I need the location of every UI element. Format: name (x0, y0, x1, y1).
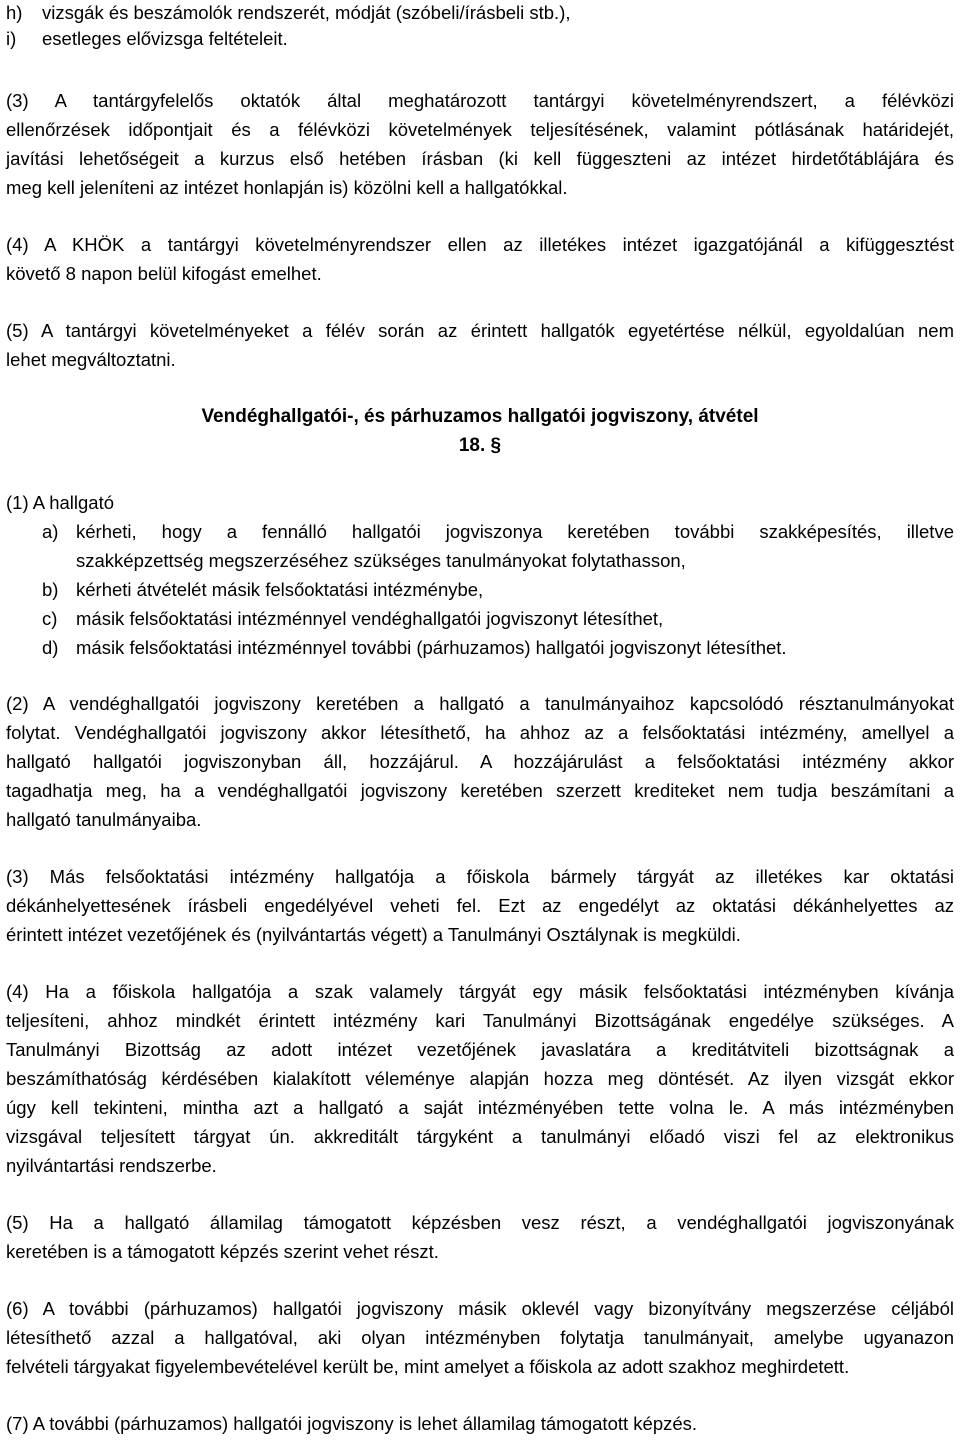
list-item-c: másik felsőoktatási intézménnyel vendéghallgatói jogviszonyt létesíthet, (76, 608, 664, 629)
list-label-d: d) (42, 637, 59, 658)
section-4-line: (4) Ha a főiskola hallgatója a szak valamely tárgyát egy másik felsőoktatási intézményben kívánja (6, 981, 954, 1002)
paragraph-4-line: követő 8 napon belül kifogást emelhet. (6, 263, 322, 284)
list-label-h: h) (6, 2, 23, 23)
list-item-i: esetleges elővizsga feltételeit. (42, 28, 288, 49)
list-item-h: vizsgák és beszámolók rendszerét, módját (szóbeli/írásbeli stb.), (42, 2, 571, 23)
section-4-line: beszámíthatóság kérdésében kialakított véleménye alapján hozza meg döntését. Az ilyen vizsgát ekkor (6, 1068, 954, 1089)
paragraph-3-line: ellenőrzések időpontjait és a félévközi követelmények teljesítésének, valamint pótlásának határidejét, (6, 119, 954, 140)
section-2-line: (2) A vendéghallgatói jogviszony keretében a hallgató a tanulmányaihoz kapcsolódó résztanulmányokat (6, 693, 954, 714)
list-item-a-line: kérheti, hogy a fennálló hallgatói jogviszonya keretében további szakképesítés, illetve (76, 521, 954, 542)
section-6-line: létesíthető azzal a hallgatóval, aki olyan intézményben folytatja tanulmányait, amelybe ugyanazon (6, 1327, 954, 1348)
paragraph-3-line: javítási lehetőségeit a kurzus első hetében írásban (ki kell függeszteni az intézet hirdetőtáblájára és (6, 148, 954, 169)
paragraph-4-line: (4) A KHÖK a tantárgyi követelményrendszer ellen az illetékes intézet igazgatójánál a kifüggesztést (6, 234, 954, 255)
section-2-line: folytat. Vendéghallgatói jogviszony akkor létesíthető, ha ahhoz az a felsőoktatási intézmény, amellyel a (6, 722, 954, 743)
section-5-line: keretében is a támogatott képzés szerint vehet részt. (6, 1241, 439, 1262)
section-2-line: hallgató hallgatói jogviszonyban áll, hozzájárul. A hozzájárulást a felsőoktatási intézmény akkor (6, 751, 954, 772)
paragraph-3-line: meg kell jeleníteni az intézet honlapján is) közölni kell a hallgatókkal. (6, 177, 568, 198)
section-4-line: nyilvántartási rendszerbe. (6, 1155, 217, 1176)
section-2-line: hallgató tanulmányaiba. (6, 809, 202, 830)
list-item-a-line: szakképzettség megszerzéséhez szükséges tanulmányokat folytathasson, (76, 550, 686, 571)
section-3-line: (3) Más felsőoktatási intézmény hallgatója a főiskola bármely tárgyát az illetékes kar oktatási (6, 866, 954, 887)
section-number: 18. § (458, 435, 502, 456)
list-label-a: a) (42, 521, 59, 542)
section-4-line: Tanulmányi Bizottság az adott intézet vezetőjének javaslatára a kreditátviteli bizottságnak a (6, 1039, 954, 1060)
section-title: Vendéghallgatói-, és párhuzamos hallgatói jogviszony, átvétel (201, 406, 759, 427)
list-label-b: b) (42, 579, 59, 600)
section-6-line: felvételi tárgyakat figyelembevételével került be, mint amelyet a főiskola az adott szakhoz meghirdetett. (6, 1356, 850, 1377)
list-label-i: i) (6, 28, 17, 49)
section-7-line: (7) A további (párhuzamos) hallgatói jogviszony is lehet államilag támogatott képzés. (6, 1413, 698, 1434)
section-4-line: úgy kell tekinteni, mintha azt a hallgató a saját intézményében tette volna le. A más intézményben (6, 1097, 954, 1118)
section-1-intro: (1) A hallgató (6, 492, 114, 513)
section-3-line: érintett intézet vezetőjének és (nyilvántartás végett) a Tanulmányi Osztálynak is megküldi. (6, 924, 741, 945)
section-5-line: (5) Ha a hallgató államilag támogatott képzésben vesz részt, a vendéghallgatói jogviszonyának (6, 1212, 954, 1233)
section-6-line: (6) A további (párhuzamos) hallgatói jogviszony másik oklevél vagy bizonyítvány megszerzése céljából (6, 1298, 954, 1319)
section-4-line: vizsgával teljesített tárgyat ún. akkreditált tárgyként a tanulmányi előadó viszi fel az elektronikus (6, 1126, 954, 1147)
paragraph-5-line: lehet megváltoztatni. (6, 349, 176, 370)
list-label-c: c) (42, 608, 58, 629)
list-item-d: másik felsőoktatási intézménnyel további (párhuzamos) hallgatói jogviszonyt létesíthet. (76, 637, 787, 658)
paragraph-3-line: (3) A tantárgyfelelős oktatók által meghatározott tantárgyi követelményrendszert, a félévközi (6, 90, 954, 111)
section-4-line: teljesíteni, ahhoz mindkét érintett intézmény kari Tanulmányi Bizottságának engedélye szükséges. A (6, 1010, 954, 1031)
paragraph-5-line: (5) A tantárgyi követelményeket a félév során az érintett hallgatók egyetértése nélkül, egyoldalúan nem (6, 320, 954, 341)
section-3-line: dékánhelyettesének írásbeli engedélyével veheti fel. Ezt az engedélyt az oktatási dékánhelyettes az (6, 895, 954, 916)
section-2-line: tagadhatja meg, ha a vendéghallgatói jogviszony keretében szerzett krediteket nem tudja beszámítani a (6, 780, 954, 801)
list-item-b: kérheti átvételét másik felsőoktatási intézménybe, (76, 579, 484, 600)
